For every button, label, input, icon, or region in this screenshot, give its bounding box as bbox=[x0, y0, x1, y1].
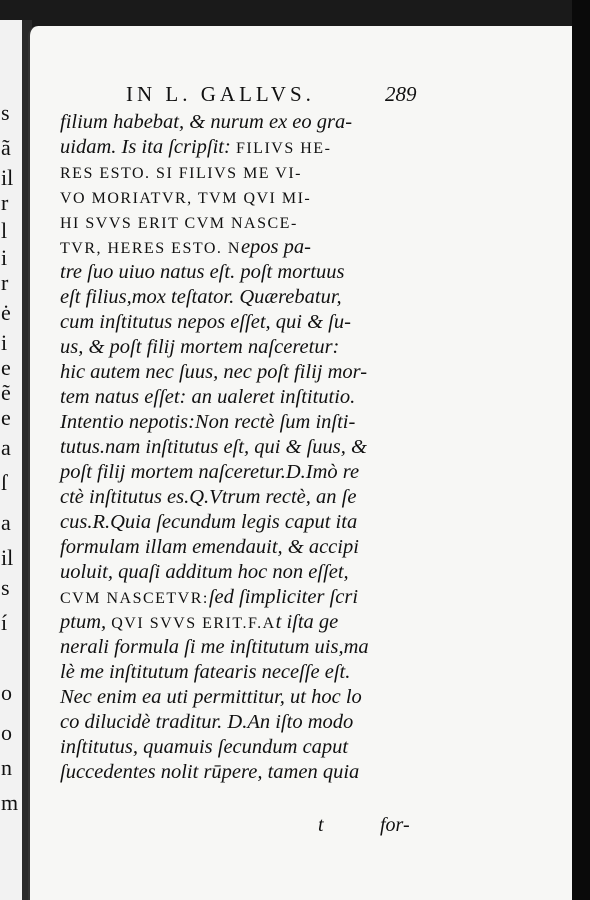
left-page-fragment: o bbox=[1, 680, 12, 705]
left-page-text-fragments bbox=[0, 0, 22, 900]
left-page-fragment: r bbox=[1, 270, 9, 295]
text-line: VO MORIATVR, TVM QVI MI- bbox=[60, 190, 312, 207]
left-page-fragment: i bbox=[1, 245, 8, 270]
text-line: cus.R.Quia ſecundum legis caput ita bbox=[60, 511, 358, 533]
left-page-fragment: m bbox=[1, 790, 19, 815]
left-page-fragment: o bbox=[1, 720, 12, 745]
left-page-fragment: ẽ bbox=[1, 380, 11, 405]
running-header bbox=[126, 82, 315, 107]
left-page-fragment: ã bbox=[1, 135, 11, 160]
text-line: eſt filius,mox teſtator. Quærebatur, bbox=[60, 286, 342, 308]
left-page-fragment: l bbox=[1, 218, 8, 243]
text-line: inſtitutus, quamuis ſecundum caput bbox=[60, 736, 349, 758]
running-title: IN L. GALLVS. bbox=[126, 82, 315, 106]
text-line: tutus.nam inſtitutus eſt, qui & ſuus, & bbox=[60, 436, 367, 458]
catchword: for- bbox=[380, 814, 410, 836]
left-page-fragment: í bbox=[1, 610, 8, 635]
text-line: co dilucidè traditur. D.An iſto modo bbox=[60, 711, 354, 733]
text-line: us, & poſt filij mortem naſceretur: bbox=[60, 336, 340, 358]
text-line: ptum, QVI SVVS ERIT.F.At iſta ge bbox=[60, 611, 339, 633]
text-line: Intentio nepotis:Non rectè ſum inſti- bbox=[60, 411, 356, 433]
text-line: uidam. Is ita ſcripſit: FILIVS HE- bbox=[60, 136, 332, 158]
text-line: poſt filij mortem naſceretur.D.Imò re bbox=[60, 461, 360, 483]
signature-mark: t bbox=[318, 814, 324, 836]
text-line: RES ESTO. SI FILIVS ME VI- bbox=[60, 165, 302, 182]
text-line: tre ſuo uiuo natus eſt. poſt mortuus bbox=[60, 261, 345, 283]
text-line: CVM NASCETVR:ſed ſimpliciter ſcri bbox=[60, 586, 359, 608]
scan-border bbox=[572, 0, 590, 900]
text-line: TVR, HERES ESTO. Nepos pa- bbox=[60, 236, 311, 258]
page-number: 289 bbox=[385, 82, 417, 106]
text-line: filium habebat, & nurum ex eo gra- bbox=[60, 111, 353, 133]
text-line: Nec enim ea uti permittitur, ut hoc lo bbox=[60, 686, 362, 708]
left-page-fragment: a bbox=[1, 435, 11, 460]
text-line: HI SVVS ERIT CVM NASCE- bbox=[60, 215, 298, 232]
left-page-fragment: il bbox=[1, 165, 14, 190]
text-line: formulam illam emendauit, & accipi bbox=[60, 536, 359, 558]
left-page-fragment: n bbox=[1, 755, 12, 780]
left-page-fragment: ė bbox=[1, 300, 11, 325]
left-page-fragment: e bbox=[1, 355, 11, 380]
left-page-fragment: il bbox=[1, 545, 14, 570]
text-line: cum inſtitutus nepos eſſet, qui & ſu- bbox=[60, 311, 351, 333]
left-page-fragment: s bbox=[1, 575, 10, 600]
left-page-fragment: ſ bbox=[1, 470, 8, 495]
left-page-fragment: r bbox=[1, 190, 9, 215]
text-line: uoluit, quaſi additum hoc non eſſet, bbox=[60, 561, 349, 583]
left-page-fragment: e bbox=[1, 405, 11, 430]
text-line: hic autem nec ſuus, nec poſt filij mor- bbox=[60, 361, 368, 383]
left-page-fragment: a bbox=[1, 510, 11, 535]
left-page-fragment: i bbox=[1, 330, 8, 355]
text-line: nerali formula ſi me inſtitutum uis,ma bbox=[60, 636, 369, 658]
text-line: lè me inſtitutum fatearis neceſſe eſt. bbox=[60, 661, 351, 683]
body-text bbox=[60, 110, 432, 785]
text-line: tem natus eſſet: an ualeret inſtitutio. bbox=[60, 386, 356, 408]
left-page-fragment: s bbox=[1, 100, 10, 125]
text-line: ctè inſtitutus es.Q.Vtrum rectè, an ſe bbox=[60, 486, 357, 508]
text-line: ſuccedentes nolit rūpere, tamen quia bbox=[60, 761, 360, 783]
